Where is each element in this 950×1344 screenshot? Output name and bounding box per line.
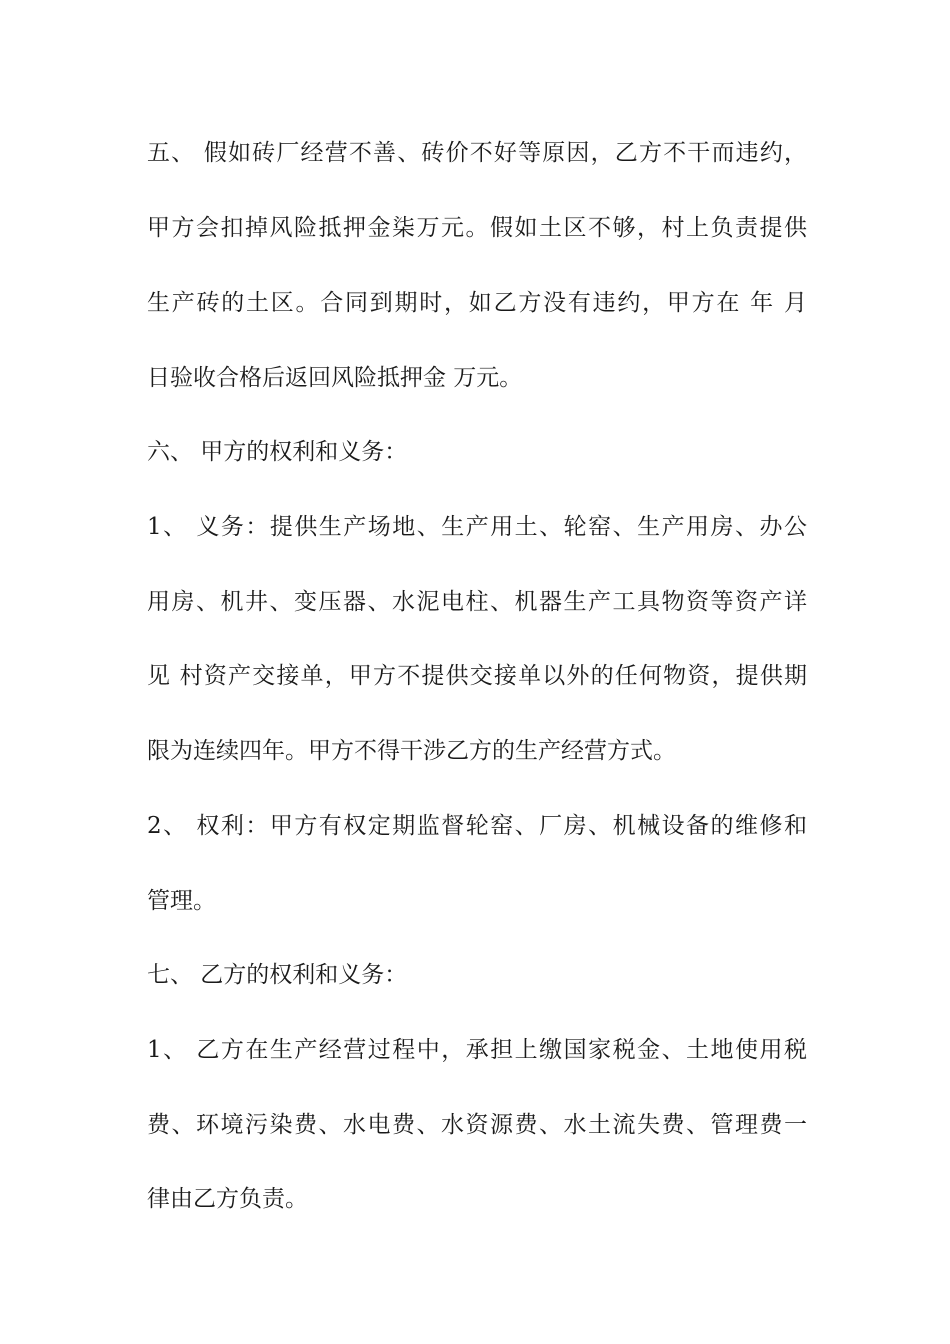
- paragraph-five-line-3: 生产砖的土区。合同到期时，如乙方没有违约，甲方在 年 月: [147, 290, 807, 316]
- section-seven-heading: 七、 乙方的权利和义务：: [147, 962, 408, 988]
- section-six-item-1-line-3: 见 村资产交接单，甲方不提供交接单以外的任何物资，提供期: [147, 663, 807, 689]
- section-seven-item-1-line-3: 律由乙方负责。: [147, 1186, 308, 1212]
- section-six-item-1-line-1: 1、 义务：提供生产场地、生产用土、轮窑、生产用房、办公: [147, 514, 807, 540]
- section-six-item-2-line-1: 2、 权利：甲方有权定期监督轮窑、厂房、机械设备的维修和: [147, 813, 807, 839]
- section-six-item-2-line-2: 管理。: [147, 888, 216, 914]
- paragraph-five-line-2: 甲方会扣掉风险抵押金柒万元。假如土区不够，村上负责提供: [147, 215, 807, 241]
- paragraph-five-line-1: 五、 假如砖厂经营不善、砖价不好等原因，乙方不干而违约，: [147, 140, 807, 166]
- section-seven-item-1-line-1: 1、 乙方在生产经营过程中，承担上缴国家税金、土地使用税: [147, 1037, 807, 1063]
- section-six-item-1-line-2: 用房、机井、变压器、水泥电柱、机器生产工具物资等资产详: [147, 589, 807, 615]
- section-six-heading: 六、 甲方的权利和义务：: [147, 439, 408, 465]
- section-seven-item-1-line-2: 费、环境污染费、水电费、水资源费、水土流失费、管理费一: [147, 1112, 807, 1138]
- section-six-item-1-line-4: 限为连续四年。甲方不得干涉乙方的生产经营方式。: [147, 738, 676, 764]
- paragraph-five-line-4: 日验收合格后返回风险抵押金 万元。: [147, 365, 523, 391]
